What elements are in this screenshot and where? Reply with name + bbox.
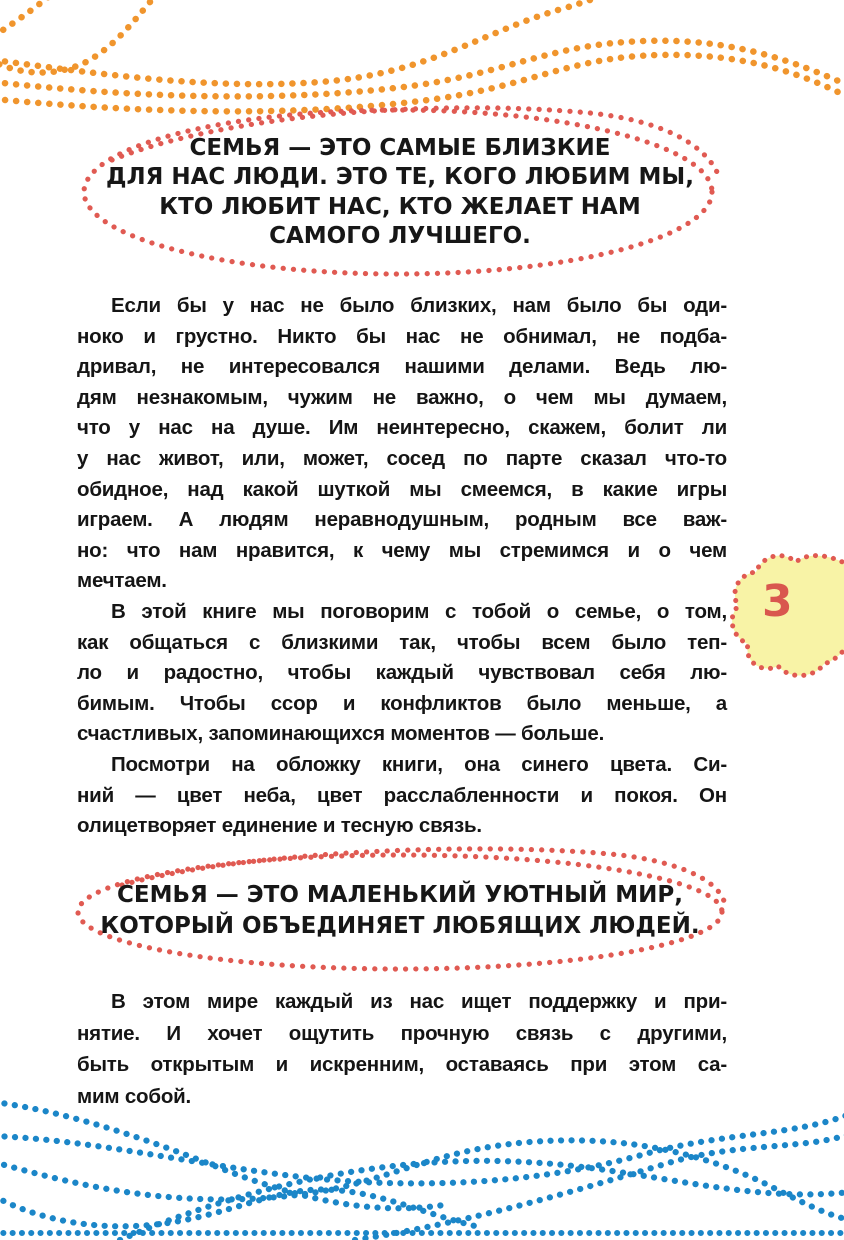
text-line: счастливых, запоминающихся моментов — больше. [77,722,605,746]
page-number: 3 [762,576,793,627]
blue-waves-decoration [0,1092,844,1240]
text-line: быть открытым и искренним, оставаясь при этом са- [77,1053,727,1077]
callout-family-definition-2 [64,843,736,975]
text-line: САМОГО ЛУЧШЕГО. [269,223,531,249]
text-line: дям незнакомым, чужим не важно, о чем мы думаем, [77,385,727,409]
text-line: Если бы у нас не было близких, нам было бы оди- [111,294,727,317]
text-line: играем. А людям неравнодушным, родным все важ- [77,508,727,532]
text-line: бимым. Чтобы ссор и конфликтов было меньше, а [77,691,727,715]
paragraph [77,291,727,597]
text-line: что у нас на душе. Им неинтересно, скажем, болит ли [77,416,727,440]
text-line: ний — цвет неба, цвет расслабленности и покоя. Он [77,783,727,807]
text-line: мечтаем. [77,569,167,593]
body-text [77,291,727,842]
text-line: КОТОРЫЙ ОБЪЕДИНЯЕТ ЛЮБЯЩИХ ЛЮДЕЙ. [100,913,700,939]
text-line: В этом мире каждый из нас ищет поддержку и при- [111,990,727,1013]
callout-family-definition-1 [70,96,730,281]
text-line: СЕМЬЯ — ЭТО САМЫЕ БЛИЗКИЕ [189,134,611,161]
text-line: В этой книге мы поговорим с тобой о семье, о том, [111,599,727,623]
text-line: обидное, над какой шуткой мы смеемся, в какие игры [77,477,727,501]
text-line: ло и радостно, чтобы каждый чувствовал себя лю- [77,661,727,685]
text-line: но: что нам нравится, к чему мы стремимся и о чем [77,538,727,562]
text-line: ноко и грустно. Никто бы нас не обнимал, не подба- [77,324,727,348]
paragraph [77,597,727,750]
text-line: ДЛЯ НАС ЛЮДИ. ЭТО ТЕ, КОГО ЛЮБИМ МЫ, [106,164,694,190]
paragraph [77,750,727,842]
text-line: у нас живот, или, может, сосед по парте сказал что-то [77,446,727,470]
text-line: дривал, не интересовался нашими делами. Ведь лю- [77,355,727,379]
text-line: как общаться с близкими так, чтобы всем было теп- [77,630,727,654]
text-line: СЕМЬЯ — ЭТО МАЛЕНЬКИЙ УЮТНЫЙ МИР, [117,882,683,908]
text-line: КТО ЛЮБИТ НАС, КТО ЖЕЛАЕТ НАМ [159,193,641,220]
text-line: олицетворяет единение и тесную связь. [77,814,482,838]
text-line: Посмотри на обложку книги, она синего цвета. Си- [111,752,727,776]
callout-text [64,843,736,975]
page-number-badge [730,552,844,680]
text-line: нятие. И хочет ощутить прочную связь с другими, [77,1021,727,1045]
callout-text [70,96,730,281]
text-line: мим собой. [77,1084,192,1108]
